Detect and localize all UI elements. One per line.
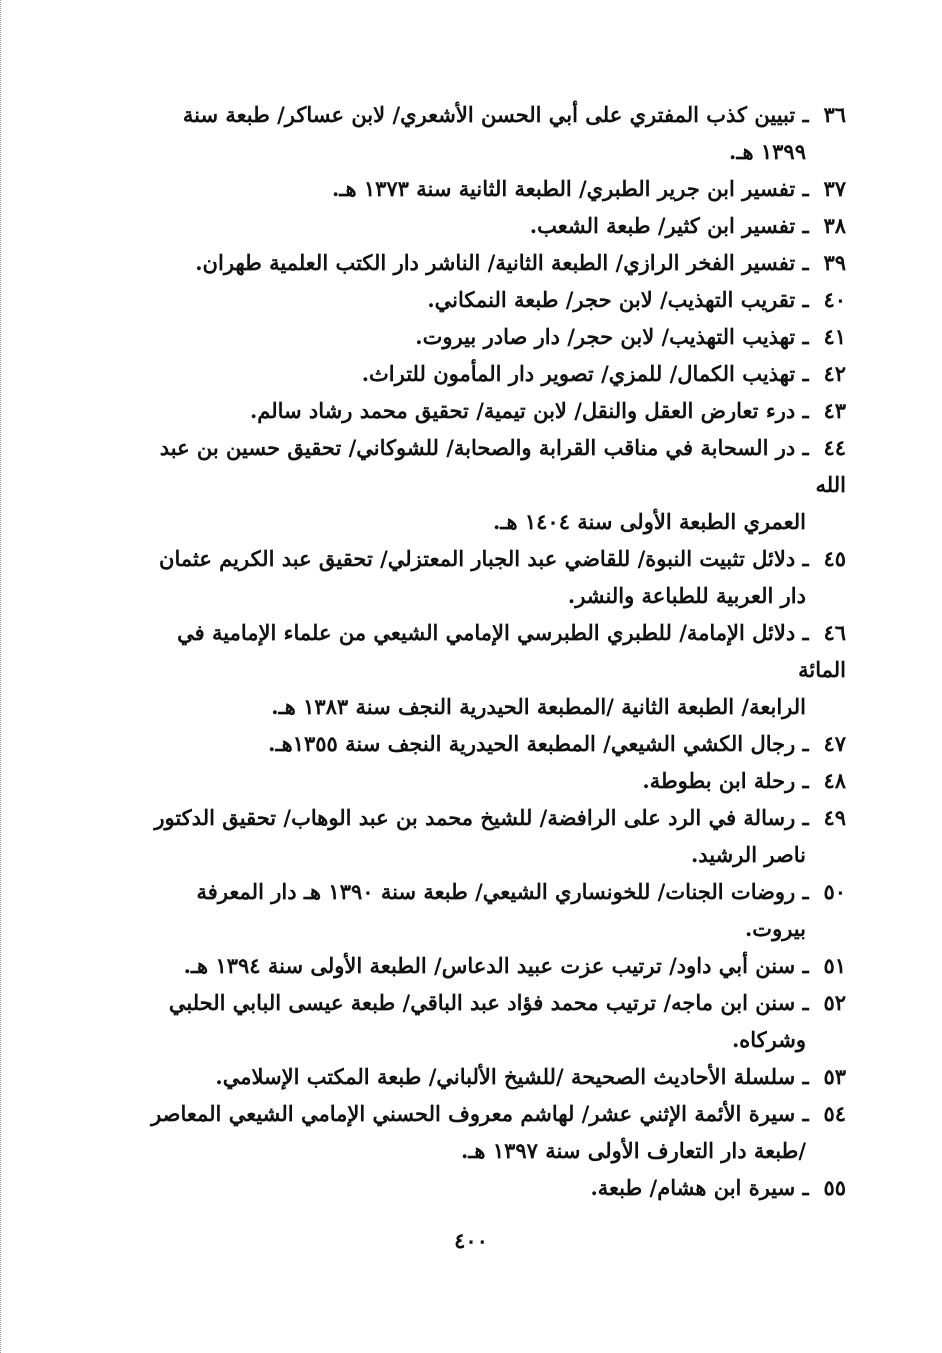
entry-text: سيرة الأئمة الإثني عشر/ لهاشم معروف الحسني الإمامي الشيعي المعاصر: [151, 1101, 796, 1126]
entry-text: سيرة ابن هشام/ طبعة.: [590, 1175, 796, 1200]
list-item: [130, 244, 846, 281]
entry-separator: ـ: [795, 768, 816, 793]
entry-text: دلائل تثبيت النبوة/ للقاضي عبد الجبار المعتزلي/ تحقيق عبد الكريم عثمان: [159, 546, 796, 571]
entry-text: سنن ابن ماجه/ ترتيب محمد فؤاد عبد الباقي/ طبعة عيسى البابي الحلبي: [168, 990, 796, 1015]
list-item: [130, 762, 846, 799]
list-item: [130, 355, 846, 392]
list-item: [130, 540, 846, 614]
entry-number: ٣٩: [823, 250, 846, 275]
entry-number: ٤٩: [823, 805, 846, 830]
entry-text: سنن أبي داود/ ترتيب عزت عبيد الدعاس/ الطبعة الأولى سنة ١٣٩٤ هـ.: [183, 953, 796, 978]
entry-text: رسالة في الرد على الرافضة/ للشيخ محمد بن عبد الوهاب/ تحقيق الدكتور: [154, 805, 796, 830]
entry-text: تفسير ابن كثير/ طبعة الشعب.: [529, 213, 796, 238]
entry-separator: ـ: [795, 176, 816, 201]
list-item: [130, 318, 846, 355]
entry-number: ٤٦: [823, 620, 846, 645]
entry-text: در السحابة في مناقب القرابة والصحابة/ للشوكاني/ تحقيق حسين بن عبد الله: [159, 435, 846, 497]
entry-number: ٣٨: [823, 213, 846, 238]
entry-text: دلائل الإمامة/ للطبري الطبرسي الإمامي الشيعي من علماء الإمامية في المائة: [177, 620, 846, 682]
entry-number: ٥١: [823, 953, 846, 978]
entry-separator: ـ: [795, 953, 816, 978]
entry-continuation: ١٣٩٩ هـ.: [729, 139, 806, 164]
list-item: [130, 984, 846, 1058]
entry-number: ٥٢: [823, 990, 846, 1015]
entry-text: رحلة ابن بطوطة.: [642, 768, 796, 793]
entry-separator: ـ: [795, 805, 816, 830]
entry-continuation: ناصر الرشيد.: [690, 842, 806, 867]
entry-continuation: العمري الطبعة الأولى سنة ١٤٠٤ هـ.: [493, 509, 806, 534]
list-item: [130, 1169, 846, 1206]
list-item: [130, 392, 846, 429]
entry-text: درء تعارض العقل والنقل/ لابن تيمية/ تحقيق محمد رشاد سالم.: [249, 398, 796, 423]
entry-text: روضات الجنات/ للخونساري الشيعي/ طبعة سنة ١٣٩٠ هـ دار المعرفة: [196, 879, 796, 904]
entry-number: ٤٧: [823, 731, 846, 756]
entry-separator: ـ: [795, 620, 816, 645]
entry-separator: ـ: [795, 287, 816, 312]
entry-separator: ـ: [795, 731, 816, 756]
entry-number: ٤٢: [823, 361, 846, 386]
entry-text: تبيين كذب المفتري على أبي الحسن الأشعري/ لابن عساكر/ طبعة سنة: [182, 102, 796, 127]
entry-text: تفسير الفخر الرازي/ الطبعة الثانية/ الناشر دار الكتب العلمية طهران.: [195, 250, 796, 275]
bibliography-list: [130, 96, 846, 1206]
entry-separator: ـ: [795, 879, 816, 904]
list-item: [130, 873, 846, 947]
page-edge-border: [0, 0, 3, 1353]
entry-number: ٤٤: [823, 435, 846, 460]
entry-separator: ـ: [795, 102, 816, 127]
list-item: [130, 614, 846, 725]
entry-continuation: دار العربية للطباعة والنشر.: [567, 583, 806, 608]
entry-separator: ـ: [795, 546, 816, 571]
entry-number: ٤٥: [823, 546, 846, 571]
entry-number: ٥٠: [823, 879, 846, 904]
entry-separator: ـ: [795, 1064, 816, 1089]
list-item: [130, 725, 846, 762]
entry-number: ٥٣: [823, 1064, 846, 1089]
entry-number: ٥٥: [823, 1175, 846, 1200]
entry-number: ٤١: [823, 324, 846, 349]
list-item: [130, 281, 846, 318]
list-item: [130, 799, 846, 873]
entry-continuation: الرابعة/ الطبعة الثانية /المطبعة الحيدرية النجف سنة ١٣٨٣ هـ.: [271, 694, 806, 719]
entry-continuation: بيروت.: [745, 916, 806, 941]
entry-separator: ـ: [795, 990, 816, 1015]
list-item: [130, 96, 846, 170]
entry-number: ٤٨: [823, 768, 846, 793]
entry-separator: ـ: [795, 1175, 816, 1200]
list-item: [130, 170, 846, 207]
entry-separator: ـ: [795, 324, 816, 349]
entry-separator: ـ: [795, 435, 816, 460]
list-item: [130, 947, 846, 984]
list-item: [130, 207, 846, 244]
entry-continuation: /طبعة دار التعارف الأولى سنة ١٣٩٧ هـ.: [460, 1138, 806, 1163]
entry-separator: ـ: [795, 1101, 816, 1126]
entry-number: ٤٣: [823, 398, 846, 423]
entry-text: تهذيب الكمال/ للمزي/ تصوير دار المأمون للتراث.: [361, 361, 796, 386]
entry-number: ٣٦: [823, 102, 846, 127]
entry-separator: ـ: [795, 213, 816, 238]
entry-number: ٤٠: [823, 287, 846, 312]
entry-text: سلسلة الأحاديث الصحيحة /للشيخ الألباني/ طبعة المكتب الإسلامي.: [215, 1064, 796, 1089]
entry-text: تهذيب التهذيب/ لابن حجر/ دار صادر بيروت.: [415, 324, 796, 349]
list-item: [130, 1095, 846, 1169]
page-number: ٤٠٠: [454, 1228, 488, 1253]
entry-text: تقريب التهذيب/ لابن حجر/ طبعة النمكاني.: [427, 287, 796, 312]
entry-separator: ـ: [795, 361, 816, 386]
entry-separator: ـ: [795, 398, 816, 423]
entry-continuation: وشركاه.: [731, 1027, 806, 1052]
entry-number: ٥٤: [823, 1101, 846, 1126]
entry-separator: ـ: [795, 250, 816, 275]
entry-text: رجال الكشي الشيعي/ المطبعة الحيدرية النجف سنة ١٣٥٥هـ.: [268, 731, 796, 756]
list-item: [130, 429, 846, 540]
entry-number: ٣٧: [823, 176, 846, 201]
entry-text: تفسير ابن جرير الطبري/ الطبعة الثانية سنة ١٣٧٣ هـ.: [331, 176, 796, 201]
list-item: [130, 1058, 846, 1095]
